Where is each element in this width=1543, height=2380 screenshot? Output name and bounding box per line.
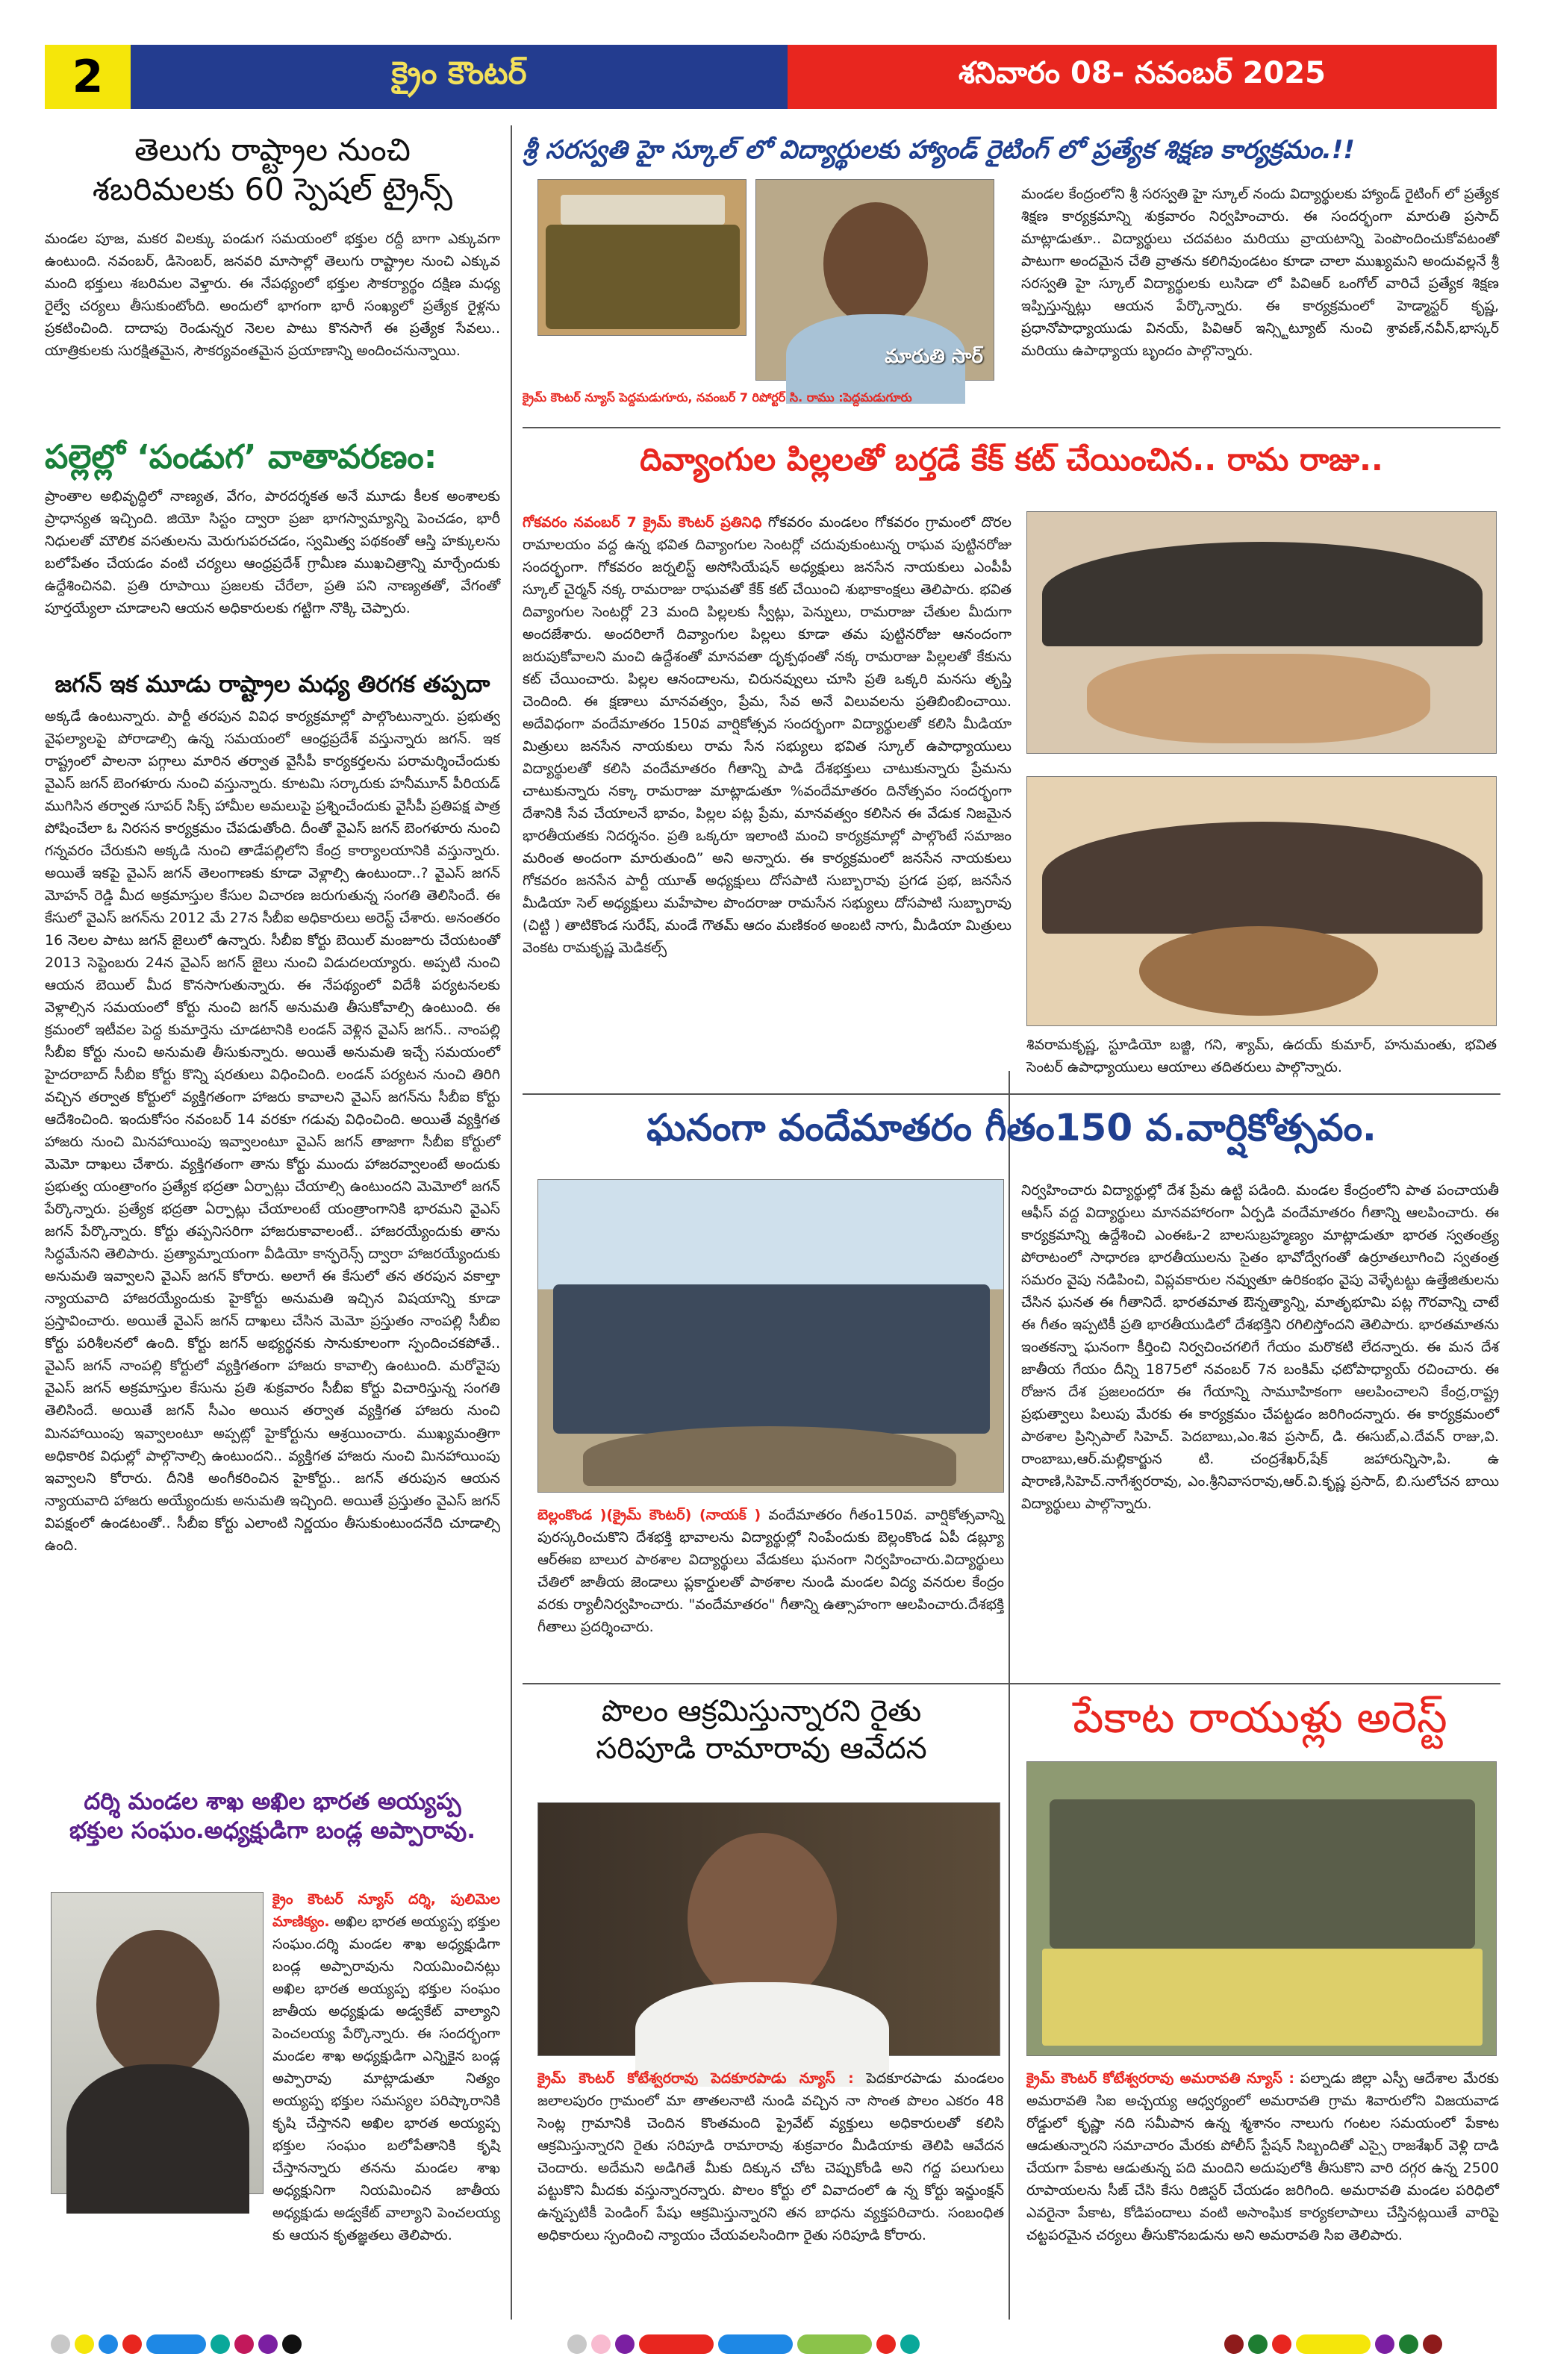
- story-ayyappa-body: క్రైం కౌంటర్ న్యూస్ దర్శి, పులిమెల మాణిక్యం. అఖిల భారత అయ్యప్ప భక్తుల సంఘం.దర్శి మండల శాఖ అధ్యక్షుడిగా బండ్ల అప్పారావును నియమించినట్లు అఖిల భారత అయ్యప్ప భక్తుల సంఘం జాతీయ అధ్యక్షుడు అడ్వకేట్ వాల్యాని పెంచలయ్య పేర్కొన్నారు. ఈ సందర్భంగా మండల శాఖ అధ్యక్షుడిగా ఎన్నికైన బండ్ల అప్పారావు మాట్లాడుతూ నిత్యం అయ్యప్ప భక్తుల సమస్యల పరిష్కారానికి కృషి చేస్తానని అఖిల భారత అయ్యప్ప భక్తుల సంఘం బలోపేతానికి కృషి చేస్తానన్నారు తనను మండల శాఖ అధ్యక్షునిగా నియమించిన జాతీయ అధ్యక్షుడు అడ్వకేట్ వాల్యాని పెంచలయ్య కు ఆయన కృతజ్ఞతలు తెలిపారు.: [272, 1891, 500, 2244]
- row-rule-1: [523, 427, 1500, 428]
- photo-divyang-cake-1: [1026, 511, 1497, 754]
- story-arrest-body: క్రైమ్ కౌంటర్ కోటేశ్వరరావు అమరావతి న్యూస్ : పల్నాడు జిల్లా ఎస్పీ ఆదేశాల మేరకు అమరావతి సిఐ అచ్చయ్య ఆధ్వర్యంలో అమరావతి గ్రామ శివారులోని విజయవాడ రోడ్డులో కృష్ణా నది సమీపాన ఉన్న శ్మశానం నాలుగు గంటల సమయంలో పేకాట ఆడుతున్నారని సమాచారం మేరకు పోలీస్ స్టేషన్ సిబ్బందితో ఎస్సై రాజశేఖర్ వెళ్లి దాడి చేయగా పేకాట ఆడుతున్న పది మందిని అదుపులోకి తీసుకొని వారి దగ్గర ఉన్న 2500 రూపాయలను సీజ్ చేసి కేసు రిజిస్టర్ చేయడం జరిగింది. అమరావతి మండల పరిధిలో ఎవరైనా పేకాట, కోడిపందాలు వంటి అసాంఘిక కార్యకలాపాలు చేస్తినట్లయితే వారిపై చట్టపరమైన చర్యలు తీసుకొనబడును అని అమరావతి సిఐ తెలిపారు.: [1026, 2070, 1499, 2244]
- photo-vande-rally: [537, 1179, 1004, 1493]
- story-village-body: ప్రాంతాల అభివృద్ధిలో నాణ్యత, వేగం, పారదర్శకత అనే మూడు కీలక అంశాలకు ప్రాధాన్యత ఇచ్చింది. జియో సిస్టం ద్వారా ప్రజా భాగస్వామ్యాన్ని పెంచడం, భారీ నిధులతో మౌలిక వసతులను మెరుగుపరచడం, స్వమిత్వ పథకంతో ఆస్తి హక్కులను బలోపేతం చేయడం వంటి చర్యలు ఆంధ్రప్రదేశ్ గ్రామీణ ముఖచిత్రాన్ని మార్చేందుకు ఉద్దేశించినవి. ప్రతి రూపాయి ప్రజలకు చేరేలా, ప్రతి పని నాణ్యతతో, వేగంతో పూర్తయ్యేలా చూడాలని ఆయన అధికారులకు గట్టిగా నొక్కి చెప్పారు.: [45, 488, 500, 617]
- photo-caption-maruthi: మారుతి సార్: [885, 346, 983, 368]
- story-school-body: మండల కేంద్రంలోని శ్రీ సరస్వతి హై స్కూల్ నందు విద్యార్థులకు హ్యాండ్ రైటింగ్ లో ప్రత్యేక శిక్షణ కార్యక్రమాన్ని శుక్రవారం నిర్వహించారు. ఈ సందర్భంగా మారుతి ప్రసాద్ మాట్లాడుతూ.. విద్యార్థులు చదవటం మరియు వ్రాయటాన్ని పెంపొందించుకోవటంతో పాటుగా అందమైన చేతి వ్రాతను కలిగివుండటం కూడా చాలా ముఖ్యమని అందువల్లనే శ్రీ సరస్వతి హై స్కూల్ విద్యార్థులకు లుసిడా లో పివిఆర్ ఒంగోల్ వారిచే ప్రత్యేక శిక్షణ ఇప్పిస్తున్నట్లు ఆయన పేర్కొన్నారు. ఈ కార్యక్రమంలో హెడ్మాస్టర్ కృష్ణ, ప్రధానోపాధ్యాయుడు వినయ్, పివిఆర్ ఇన్స్టిట్యూట్ నుంచి శ్రావణ్,నవీన్,భాస్కర్ మరియు ఉపాధ్యాయ బృందం పాల్గొన్నారు.: [1021, 186, 1499, 360]
- story-arrest-headline: పేకాట రాయుళ్లు అరెస్ట్: [1073, 1692, 1447, 1743]
- row-rule-3: [523, 1683, 1500, 1684]
- photo-divyang-cake-2: [1026, 776, 1497, 1026]
- row-rule-2: [523, 1093, 1500, 1095]
- story-farmer-body: క్రైమ్ కౌంటర్ కోటేశ్వరరావు పెదకూరపాడు న్యూస్ : పెదకూరపాడు మండలం జలాలపురం గ్రామంలో మా తాతలనాటి నుండి వచ్చిన నా సొంత పొలం ఎకరం 48 సెంట్ల గ్రామానికి చెందిన కొంతమంది ప్రైవేట్ వ్యక్తులు అధికారులతో కలిసి ఆక్రమిస్తున్నారని రైతు సరిపూడి రామారావు శుక్రవారం మీడియాకు తెలిపి ఆవేదన చెందారు. అదేమని అడిగితే మీకు దిక్కున చోట చెప్పుకోండి అని గద్ద పలుగులు పట్టుకొని మీదకు వస్తున్నారన్నారు. పొలం కోర్టు లో వివాదంలో ఉ న్న కోర్టు ఇన్జుంక్షన్ ఉన్నప్పటికీ పెండింగ్ పేషు ఆక్రమిస్తున్నారని తన బాధను వ్యక్తపరిచారు. సంబంధిత అధికారులు స్పందించి న్యాయం చేయవలసిందిగా రైతు సరిపూడి కోరారు.: [537, 2070, 1004, 2244]
- story-vande-body-right: నిర్వహించారు విద్యార్థుల్లో దేశ ప్రేమ ఉట్టి పడింది. మండల కేంద్రంలోని పాత పంచాయతీ ఆఫీస్ వద్ద విద్యార్థులు మానవహారంగా ఏర్పడి వందేమాతరం గీతాన్ని ఆలపించారు. ఈ కార్యక్రమాన్ని ఉద్దేశించి ఎంఈఓ-2 బాలసుబ్రహ్మణ్యం మాట్లాడుతూ భారత స్వతంత్ర్య పోరాటంలో సాధారణ భారతీయులను సైతం భావోద్వేగంతో ఉర్రూతలూగించి స్వతంత్ర సమరం వైపు నడిపించి, విప్లవకారుల నవ్వుతూ ఉరికంభం వైపు వెళ్ళేటట్టు ఉత్తేజితులను చేసిన ఘనత ఈ గీతానిదే. భారతమాత ఔన్నత్యాన్ని, మాతృభూమి పట్ల గౌరవాన్ని చాటే ఈ గీతం ఇప్పటికీ ప్రతి భారతీయుడిలో దేశభక్తిని రగిలిస్తోందని తెలిపారు. భారతమాతను ఇంతకన్నా ఘనంగా కీర్తించి నిర్వచించగలిగే గేయం మరొకటి లేదన్నారు. ఈ మన దేశ జాతీయ గేయం దీన్ని 1875లో నవంబర్ 7న బంకిమ్ ఛటోపాధ్యాయ్ రచించారు. ఈ రోజున దేశ ప్రజలందరూ ఈ గేయాన్ని సామూహికంగా ఆలపించాలని కేంద్ర,రాష్ట్ర ప్రభుత్వాలు పిలుపు మేరకు ఈ కార్యక్రమం చేపట్టడం జరిగిందన్నారు. ఈ కార్యక్రమంలో పాఠశాల ప్రిన్సిపాల్ సిహెచ్. పెదబాబు,ఎం.శివ ప్రసాద్, డి. ఈసుబ్,ఎ.దేవన్ రాజు,వి. రాంబాబు,ఆర్.మల్లికార్జున టి. చంద్రశేఖర్,షేక్ జహారున్నిసా,పి. ఉ షారాణి,సిహెచ్.నాగేశ్వరరావు, ఎం.శ్రీనివాసరావు,ఆర్.వి.కృష్ణ ప్రసాద్, బి.సులోచన బాయి విద్యార్థులు పాల్గొన్నారు.: [1021, 1182, 1499, 1513]
- photo-school-students: [537, 179, 746, 336]
- story-school-headline: శ్రీ సరస్వతి హై స్కూల్ లో విద్యార్థులకు హ్యాండ్ రైటింగ్ లో ప్రత్యేక శిక్షణ కార్యక్రమం.!!: [523, 135, 1355, 165]
- photo-bandla-apparao: [51, 1892, 264, 2194]
- story-vande-byline: బెల్లంకొండ )(క్రైమ్ కౌంటర్) (నాయక్ ): [537, 1507, 761, 1523]
- story-divyang-byline: గోకవరం నవంబర్ 7 క్రైమ్ కౌంటర్ ప్రతినిధి: [523, 514, 762, 531]
- photo-arrest-gamblers: [1026, 1761, 1497, 2056]
- story-sabarimala-body: మండల పూజ, మకర విలక్కు పండుగ సమయంలో భక్తుల రద్దీ బాగా ఎక్కువగా ఉంటుంది. నవంబర్, డిసెంబర్, జనవరి మాసాల్లో తెలుగు రాష్ట్రాల నుంచి ఎక్కువ మంది భక్తులు శబరిమల వెళ్తారు. ఈ నేపథ్యంలో భక్తుల సౌకర్యార్థం దక్షిణ మధ్య రైల్వే చర్యలు తీసుకుంటోంది. అందులో భాగంగా భారీ సంఖ్యలో ప్రత్యేక రైళ్లను ప్రకటించింది. దాదాపు రెండున్నర నెలల పాటు కొనసాగే ఈ ప్రత్యేక సేవలు.. యాత్రికులకు సురక్షితమైన, సౌకర్యవంతమైన ప్రయాణాన్ని అందించనున్నాయి.: [45, 231, 500, 360]
- story-divyang-body: గోకవరం నవంబర్ 7 క్రైమ్ కౌంటర్ ప్రతినిధి గోకవరం మండలం గోకవరం గ్రామంలో దొరల రామాలయం వద్ద ఉన్న భవిత దివ్యాంగుల సెంటర్లో చదువుకుంటున్న రాఘవ పుట్టినరోజు సందర్భంగా. గోకవరం జర్నలిస్ట్ అసోసియేషన్ అధ్యక్షులు జనసేన నాయకులు ఎంపీపీ స్కూల్ చైర్మన్ నక్క రామరాజు రాఘవతో కేక్ కట్ చేయించి శుభాకాంక్షలు తెలిపారు. భవిత దివ్యాంగుల సెంటర్లో 23 మంది పిల్లలకు స్వీట్లు, పెన్నులు, రామరాజు చేతుల మీదుగా అందజేశారు. అందరిలాగే దివ్యాంగుల పిల్లలు కూడా తమ పుట్టినరోజు ఆనందంగా జరుపుకోవాలని మంచి ఉద్దేశంతో మానవతా దృక్పథంతో నక్క రామరాజు పిల్లలతో కేకును కట్ చేయించారు. పిల్లల ఆనందాలను, చిరునవ్వులు చూసి ప్రతి ఒక్కరి మనసు తృప్తి చెందింది. ఈ క్షణాలు మానవత్వం, ప్రేమ, సేవ అనే విలువలను ప్రతిబింబించాయి. అదేవిధంగా వందేమాతరం 150వ వార్షికోత్సవ సందర్భంగా విద్యార్థులతో కలిసి మీడియా మిత్రులు జనసేన నాయకులు రామ సేన సభ్యులు భవిత స్కూల్ ఉపాధ్యాయులు విద్యార్థులతో కలిసి వందేమాతరం గీతాన్ని పాడి దేశభక్తులు చాటుకున్నారు ప్రేమను చాటుకున్నారు నక్కా రామరాజు మాట్లాడుతూ %వందేమాతరం దినోత్సవం సందర్భంగా దేశానికి సేవ చేయాలనే భావం, పిల్లల పట్ల ప్రేమ, మానవత్వం కలిసిన ఈ వేడుక నిజమైన భారతీయతకు నిదర్శనం. ప్రతి ఒక్కరూ ఇలాంటి మంచి కార్యక్రమాల్లో పాల్గొంటే సమాజం మరింత అందంగా మారుతుంది” అని అన్నారు. ఈ కార్యక్రమంలో జనసేన నాయకులు గోకవరం జనసేన పార్టీ యూత్ అధ్యక్షులు దోసపాటి సుబ్బారావు ప్రగడ ప్రభ, జనసేన మీడియా సెల్ అధ్యక్షులు మహేపాల పొందరాజు రామసేన సభ్యులు దోసపాటి సుబ్బారావు (చిట్టి ) తాటికొండ సురేష్, మండే గౌతమ్ ఆదం మణికంఠ అంబటి నాగు, మీడియా మిత్రులు వెంకట రామకృష్ణ మెడికల్స్: [523, 514, 1012, 957]
- story-jagan-body: అక్కడే ఉంటున్నారు. పార్టీ తరపున వివిధ కార్యక్రమాల్లో పాల్గొంటున్నారు. ప్రభుత్వ వైఫల్యాలపై పోరాడాల్సి ఉన్న సమయంలో ఆంధ్రప్రదేశ్ వస్తున్నారు జగన్. ఇక రాష్ట్రంలో పాలనా పగ్గాలు మారిన తర్వాత వైసీపీ కార్యకర్తలను పరామర్శించేందుకు వైఎస్ జగన్ బెంగళూరు నుంచి వస్తున్నారు. కూటమి సర్కారుకు హనీమూన్ పీరియడ్ ముగిసిన తర్వాత సూపర్ సిక్స్ హామీల అమలుపై ప్రశ్నించేందుకు వైసీపీ ప్రతిపక్ష పాత్ర పోషించేలా ఓ నిరసన కార్యక్రమం చేపడుతోంది. దీంతో వైఎస్ జగన్ బెంగళూరు నుంచి గన్నవరం చేరుకుని అక్కడి నుంచి తాడేపల్లిలోని కేంద్ర కార్యాలయానికి వస్తున్నారు. అయితే ఇకపై వైఎస్ జగన్ తెలంగాణకు కూడా వెళ్లాల్సి ఉంటుందా..? వైఎస్ జగన్ మోహన్ రెడ్డి మీద అక్రమాస్తుల కేసుల విచారణ జరుగుతున్న సంగతి తెలిసిందే. ఈ కేసులో వైఎస్ జగన్‌ను 2012 మే 27న సీబీఐ అధికారులు అరెస్ట్ చేశారు. అనంతరం 16 నెలల పాటు జగన్ జైలులో ఉన్నారు. సీబీఐ కోర్టు బెయిల్ మంజూరు చేయటంతో 2013 సెప్టెంబరు 24న వైఎస్ జగన్ జైలు నుంచి విడుదలయ్యారు. అప్పటి నుంచి ఆయన బెయిల్ మీద కొనసాగుతున్నారు. ఈ నేపథ్యంలో విదేశీ పర్యటనలకు వెళ్లాల్సిన సమయంలో కోర్టు నుంచి జగన్ అనుమతి తీసుకోవాల్సి ఉంటుంది. ఈ క్రమంలో ఇటీవల పెద్ద కుమార్తెను చూడటానికి లండన్ వెళ్లిన వైఎస్ జగన్.. నాంపల్లి సీబీఐ కోర్టు నుంచి అనుమతి తీసుకున్నారు. అయితే అనుమతి ఇచ్చే సమయంలో హైదరాబాద్ సీబీఐ కోర్టు కొన్ని షరతులు విధించింది. లండన్ పర్యటన నుంచి తిరిగి వచ్చిన తర్వాత కోర్టులో వ్యక్తిగతంగా హాజరు కావాలని వైఎస్ జగన్‌ను సీబీఐ కోర్టు ఆదేశించింది. ఇందుకోసం నవంబర్ 14 వరకూ గడువు విధించింది. అయితే వ్యక్తిగత హాజరు నుంచి మినహాయింపు ఇవ్వాలంటూ వైఎస్ జగన్ తాజాగా సీబీఐ కోర్టులో మెమో దాఖలు చేశారు. వ్యక్తిగతంగా తాను కోర్టు ముందు హాజరవ్వాలంటే అందుకు ప్రభుత్వ యంత్రాంగం ప్రత్యేక భద్రతా ఏర్పాట్లు చేయాల్సి ఉంటుందని మెమోలో జగన్ పేర్కొన్నారు. ప్రత్యేక భద్రతా ఏర్పాట్లు చేయాలంటే యంత్రాంగానికి భారమని వైఎస్ జగన్ పేర్కొన్నారు. కోర్టు తప్పనిసరిగా హాజరుకావాలంటే.. హాజరయ్యేందుకు తాను సిద్ధమేనని తెలిపారు. ప్రత్యామ్నాయంగా వీడియో కాన్ఫరెన్స్ ద్వారా హాజరయ్యేందుకు అనుమతి ఇవ్వాలని వైఎస్ జగన్ కోరారు. అలాగే ఈ కేసులో తన తరపున వకాల్తా న్యాయవాది హాజరయ్యేందుకు హైకోర్టు అనుమతి ఇచ్చిన విషయాన్ని కూడా ప్రస్తావించారు. అయితే వైఎస్ జగన్ దాఖలు చేసిన మెమో ప్రస్తుతం నాంపల్లి సీబీఐ కోర్టు పరిశీలనలో ఉంది. కోర్టు జగన్ అభ్యర్థనకు సానుకూలంగా స్పందించకపోతే.. వైఎస్ జగన్ నాంపల్లి కోర్టులో వ్యక్తిగతంగా హాజరు కావాల్సి ఉంటుంది. మరోవైపు వైఎస్ జగన్ అక్రమాస్తుల కేసును ప్రతి శుక్రవారం సీబీఐ కోర్టు విచారిస్తున్న సంగతి తెలిసిందే. అయితే జగన్ సీఎం అయిన తర్వాత వ్యక్తిగత హాజరు నుంచి మినహాయింపు ఇవ్వాలంటూ అప్పట్లో హైకోర్టును ఆశ్రయించారు. ముఖ్యమంత్రిగా అధికారిక విధుల్లో పాల్గొనాల్సి ఉంటుందని.. వ్యక్తిగత హాజరు నుంచి మినహాయింపు ఇవ్వాలని కోరారు. దీనికి అంగీకరించిన హైకోర్టు.. జగన్ తరుపున ఆయన న్యాయవాది హాజరు అయ్యేందుకు అనుమతి ఇచ్చింది. అయితే ప్రస్తుతం వైఎస్ జగన్ విపక్షంలో ఉండటంతో.. సీబీఐ కోర్టు ఎలాంటి నిర్ణయం తీసుకుంటుందనేది చూడాల్సి ఉంది.: [45, 708, 500, 1554]
- column-rule-middle: [1009, 1071, 1010, 2320]
- story-jagan-headline: జగన్ ఇక మూడు రాష్ట్రాల మధ్య తిరగక తప్పదా: [54, 671, 490, 698]
- story-divyang-headline: దివ్యాంగుల పిల్లలతో బర్తడే కేక్ కట్ చేయించిన.. రామ రాజు..: [640, 441, 1383, 478]
- story-vande-body-left: బెల్లంకొండ )(క్రైమ్ కౌంటర్) (నాయక్ ) వందేమాతరం గీతం150వ. వార్షికోత్సవాన్ని పురస్కరించుకొని దేశభక్తి భావాలను విద్యార్థుల్లో నింపేందుకు బెల్లంకొండ ఏపీ డబ్ల్యూ ఆర్ఈఐ బాలుర పాఠశాల విద్యార్థులు వేడుకలు ఘనంగా నిర్వహించారు.విద్యార్థులు చేతిలో జాతీయ జెండాలు ప్లకార్డులతో పాఠశాల నుండి మండల విద్య వనరుల కేంద్రం వరకు ర్యాలీనిర్వహించారు. "వందేమాతరం" గీతాన్ని ఉత్సాహంగా ఆలపించారు.దేశభక్తి గీతాలు ప్రదర్శించారు.: [537, 1507, 1004, 1636]
- story-school-byline: క్రైమ్ కౌంటర్ న్యూస్ పెద్దమడుగూరు, నవంబర్ 7 రిపోర్టర్ సి. రాము :పెద్దమడుగూరు: [523, 390, 912, 405]
- footer-color-strip-left: [51, 2334, 302, 2354]
- story-farmer-byline: క్రైమ్ కౌంటర్ కోటేశ్వరరావు పెదకూరపాడు న్యూస్ :: [537, 2070, 854, 2087]
- footer-color-strip-right: [1224, 2334, 1442, 2354]
- story-vande-headline: ఘనంగా వందేమాతరం గీతం150 వ.వార్షికోత్సవం.: [646, 1106, 1377, 1149]
- photo-maruthi-sir: [755, 179, 994, 381]
- photo-farmer-rama-rao: [537, 1802, 1000, 2056]
- newspaper-brand: క్రైం కౌంటర్: [131, 45, 788, 109]
- column-rule-left: [511, 125, 512, 2320]
- story-divyang-photo-caption: శివరామకృష్ణ, స్టూడియో బజ్జి, గని, శ్యామ్, ఉదయ్ కుమార్, హనుమంతు, భవిత సెంటర్ ఉపాధ్యాయులు ఆయాలు తదితరులు పాల్గొన్నారు.: [1026, 1037, 1497, 1076]
- story-village-headline: పల్లెల్లో ‘పండుగ’ వాతావరణం:: [45, 438, 437, 476]
- page-number: 2: [45, 45, 131, 109]
- story-sabarimala-headline: తెలుగు రాష్ట్రాల నుంచి శబరిమలకు 60 స్పెషల్ ట్రైన్స్: [92, 131, 453, 207]
- story-farmer-headline: పొలం ఆక్రమిస్తున్నారని రైతు సరిపూడి రామారావు ఆవేదన: [596, 1694, 927, 1766]
- masthead: [45, 45, 1497, 109]
- dateline: శనివారం 08- నవంబర్ 2025: [788, 45, 1497, 109]
- story-ayyappa-headline: దర్శి మండల శాఖ అఖిల భారత అయ్యప్ప భక్తుల సంఘం.అధ్యక్షుడిగా బండ్ల అప్పారావు.: [69, 1788, 476, 1844]
- story-arrest-byline: క్రైమ్ కౌంటర్ కోటేశ్వరరావు అమరావతి న్యూస్ :: [1026, 2070, 1294, 2087]
- story-ayyappa-byline: క్రైం కౌంటర్ న్యూస్ దర్శి, పులిమెల మాణిక్యం.: [272, 1891, 500, 1931]
- footer-color-strip-middle: [567, 2334, 920, 2354]
